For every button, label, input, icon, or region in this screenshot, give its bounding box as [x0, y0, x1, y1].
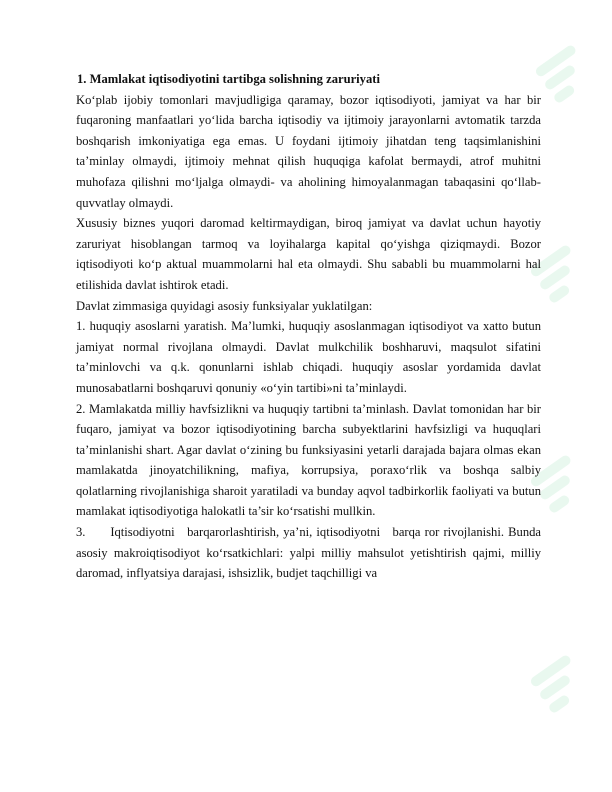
document-body — [76, 69, 541, 584]
list-item-1: 1. huquqiy asoslarni yaratish. Ma’lumki, huquqiy asoslanmagan iqtisodiyot va xatto butun jamiyat normal rivojlana olmaydi. Davlat mulkchilik boshharuvi, maqsulot sifatini ta’minlovchi va q.k. qonunlarni ishlab chiqadi. huquqiy asoslar yordamida davlat munosabatlarni boshqaruvi qonuniy «o‘yin tartibi»ni ta’minlaydi. — [76, 319, 541, 395]
section-heading: 1. Mamlakat iqtisodiyotini tartibga solishning zaruriyati — [77, 72, 380, 86]
paragraph-private-business: Xususiy biznes yuqori daromad keltirmaydigan, biroq jamiyat va davlat uchun hayotiy zaruriyat hisoblangan tarmoq va loyihalarga kapital qo‘yishga qiziqmaydi. Bozor iqtisodiyoti ko‘p aktual muammolarni hal eta olmaydi. Shu sababli bu muammolarni hal etilishida davlat ishtirok etadi. — [76, 216, 541, 292]
paragraph-intro: Ko‘plab ijobiy tomonlari mavjudligiga qaramay, bozor iqtisodiyoti, jamiyat va har bir fuqaroning manfaatlari yo‘lida barcha iqtisodiy va ijtimoiy jarayonlarni avtomatik tarzda boshqarish imkoniyatiga ega emas. U foydani ijtimoiy jihatdan teng taqsimlanishini ta’minlay olmaydi, ijtimoiy mehnat qilish huquqiga kafolat bermaydi, atrof muhitni muhofaza qilishni mo‘ljalga olmaydi- va aholining himoyalanmagan tabaqasini qo‘llab-quvvatlay olmaydi. — [76, 92, 541, 210]
list-item-2: 2. Mamlakatda milliy havfsizlikni va huquqiy tartibni ta’minlash. Davlat tomonidan har bir fuqaro, jamiyat va bozor iqtisodiyotining barcha subyektlarini havfsizligi va huquqlari ta’minlanishi shart. Agar davlat o‘zining bu funksiyasini yetarli darajada bajara olmas ekan mamlakatda jinoyatchilikning, mafiya, korrupsiya, poraxo‘rlik va boshqa salbiy qolatlarning rivojlanishiga sharoit yaratiladi va bunday aqvol tadbirkorlik faoliyati va butun mamlakat iqtisodiyotiga halokatli ta’sir ko‘rsatishi mullkin. — [76, 401, 541, 519]
paragraph-functions-intro: Davlat zimmasiga quyidagi asosiy funksiyalar yuklatilgan: — [76, 298, 373, 313]
list-item-3: 3. Iqtisodiyotni barqarorlashtirish, ya’ni, iqtisodiyotni barqa ror rivojlanishi. Bunda asosiy makroiqtisodiyot ko‘rsatkichlari: yalpi milliy mahsulot yetishtirish qajmi, milliy daromad, inflyatsiya darajasi, ishsizlik, budjet taqchilligi va — [76, 525, 541, 581]
